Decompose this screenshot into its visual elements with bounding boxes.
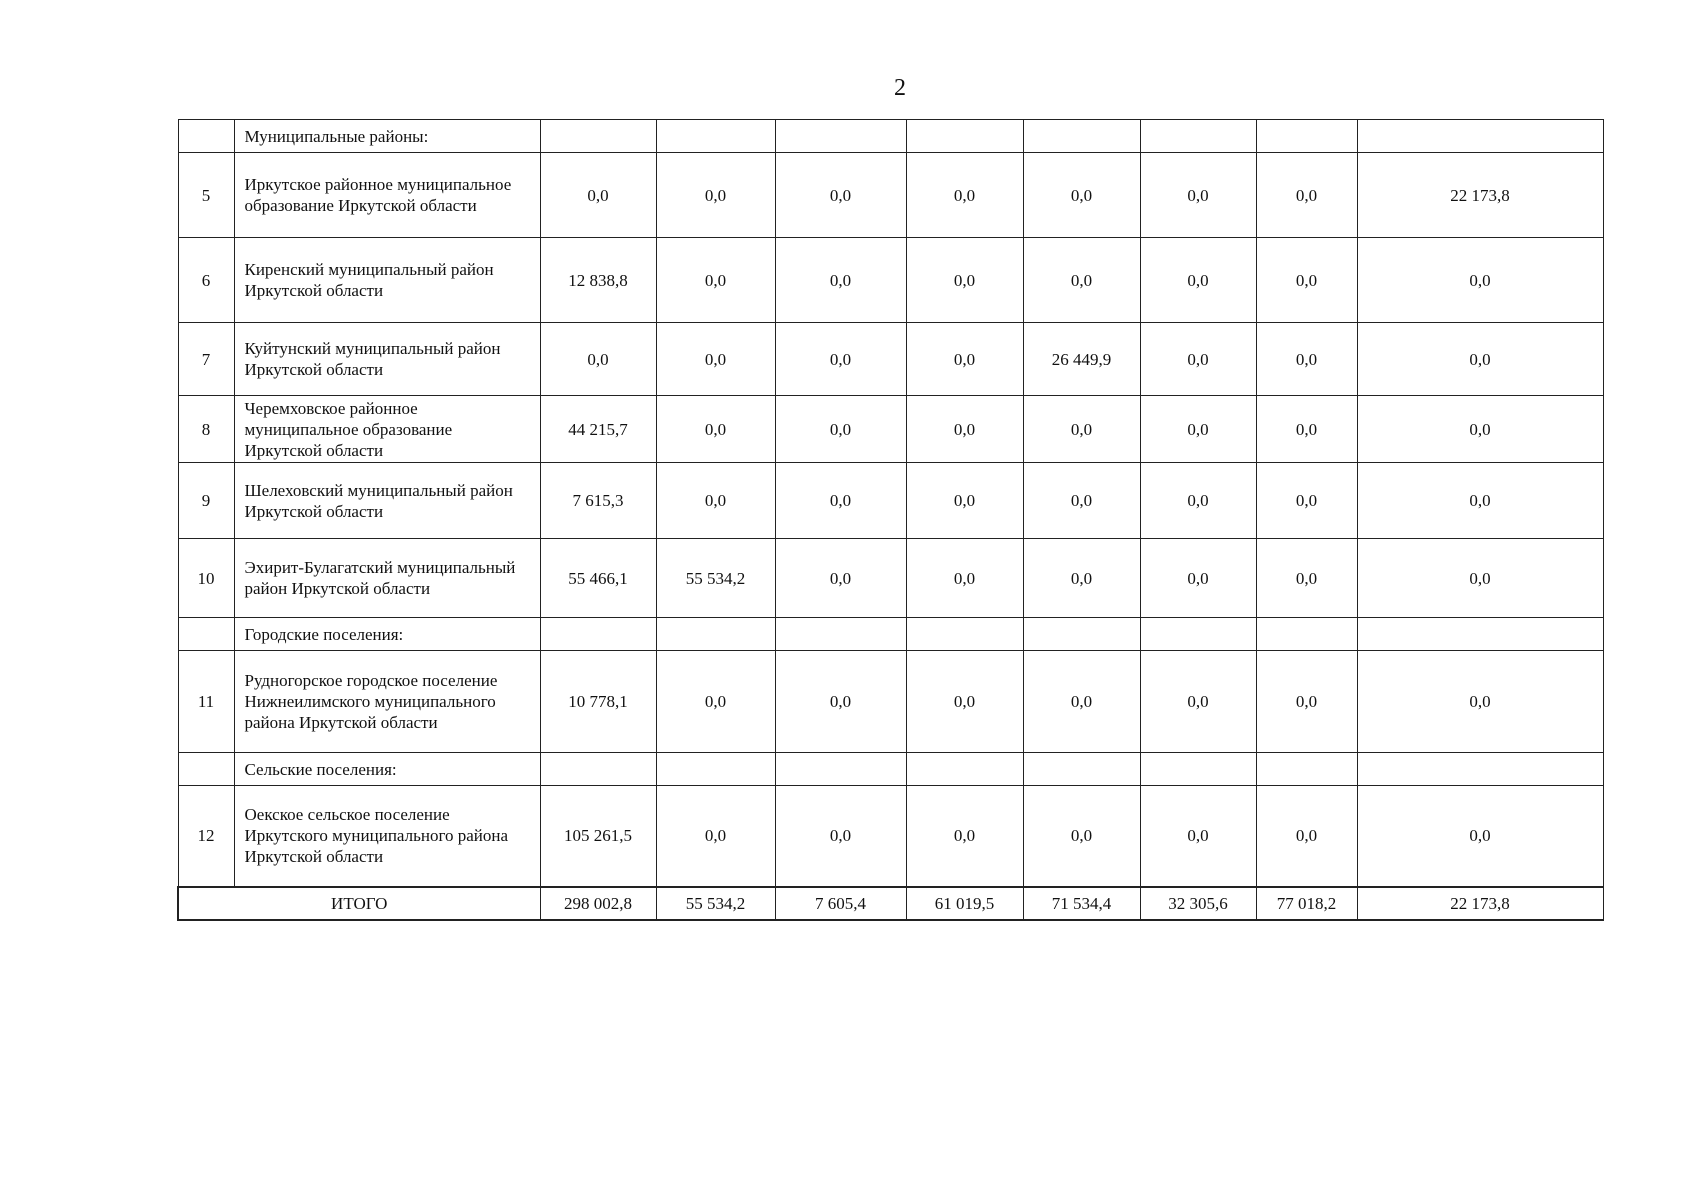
row-value: 55 466,1 [540, 539, 656, 618]
table-row [178, 238, 1603, 323]
row-value: 0,0 [1256, 238, 1357, 323]
row-value: 0,0 [1256, 651, 1357, 753]
row-value: 0,0 [656, 153, 775, 238]
empty-cell [1256, 618, 1357, 651]
empty-cell [656, 618, 775, 651]
row-value: 0,0 [775, 153, 906, 238]
row-value: 105 261,5 [540, 786, 656, 887]
row-value: 0,0 [1140, 396, 1256, 463]
row-number: 12 [178, 786, 234, 887]
row-value: 0,0 [656, 396, 775, 463]
section-label-urban-settlements: Городские поселения: [234, 618, 540, 651]
allocation-table [177, 119, 1604, 921]
row-value: 0,0 [1357, 323, 1603, 396]
row-value: 0,0 [1256, 323, 1357, 396]
empty-cell [1023, 120, 1140, 153]
row-value: 0,0 [906, 238, 1023, 323]
row-value: 44 215,7 [540, 396, 656, 463]
row-value: 0,0 [775, 539, 906, 618]
empty-cell [1140, 753, 1256, 786]
empty-cell [656, 120, 775, 153]
total-value: 7 605,4 [775, 887, 906, 920]
empty-cell [1357, 753, 1603, 786]
empty-cell [1140, 618, 1256, 651]
empty-cell [1357, 618, 1603, 651]
table-row [178, 786, 1603, 887]
empty-cell [775, 618, 906, 651]
empty-cell [178, 120, 234, 153]
row-value: 0,0 [1140, 539, 1256, 618]
row-value: 0,0 [775, 463, 906, 539]
row-value: 0,0 [775, 323, 906, 396]
total-value: 22 173,8 [1357, 887, 1603, 920]
row-value: 0,0 [1140, 153, 1256, 238]
total-value: 77 018,2 [1256, 887, 1357, 920]
row-value: 0,0 [1256, 539, 1357, 618]
row-value: 0,0 [1357, 539, 1603, 618]
empty-cell [1023, 753, 1140, 786]
table-row [178, 396, 1603, 463]
row-value: 0,0 [906, 786, 1023, 887]
section-row [178, 753, 1603, 786]
row-value: 0,0 [1357, 396, 1603, 463]
empty-cell [1023, 618, 1140, 651]
row-value: 0,0 [1023, 651, 1140, 753]
row-value: 0,0 [1023, 539, 1140, 618]
row-number: 6 [178, 238, 234, 323]
row-number: 9 [178, 463, 234, 539]
row-value: 0,0 [1023, 153, 1140, 238]
row-name: Киренский муниципальный район Иркутской области [234, 238, 540, 323]
total-value: 32 305,6 [1140, 887, 1256, 920]
section-label-rural-settlements: Сельские поселения: [234, 753, 540, 786]
row-value: 0,0 [1357, 786, 1603, 887]
row-value: 10 778,1 [540, 651, 656, 753]
row-value: 0,0 [1023, 463, 1140, 539]
row-value: 0,0 [1140, 651, 1256, 753]
row-value: 0,0 [540, 323, 656, 396]
row-number: 11 [178, 651, 234, 753]
row-value: 0,0 [906, 153, 1023, 238]
row-value: 12 838,8 [540, 238, 656, 323]
empty-cell [906, 120, 1023, 153]
row-value: 0,0 [775, 651, 906, 753]
row-name: Куйтунский муниципальный район Иркутской области [234, 323, 540, 396]
empty-cell [906, 618, 1023, 651]
empty-cell [1256, 753, 1357, 786]
empty-cell [540, 120, 656, 153]
table-row [178, 323, 1603, 396]
row-value: 0,0 [1256, 786, 1357, 887]
total-value: 71 534,4 [1023, 887, 1140, 920]
row-value: 0,0 [1023, 238, 1140, 323]
row-value: 0,0 [775, 238, 906, 323]
empty-cell [540, 753, 656, 786]
row-value: 7 615,3 [540, 463, 656, 539]
row-number: 7 [178, 323, 234, 396]
row-value: 0,0 [1023, 786, 1140, 887]
row-value: 0,0 [540, 153, 656, 238]
row-value: 0,0 [906, 396, 1023, 463]
row-value: 0,0 [1023, 396, 1140, 463]
table-row [178, 463, 1603, 539]
row-value: 0,0 [656, 323, 775, 396]
empty-cell [906, 753, 1023, 786]
row-value: 26 449,9 [1023, 323, 1140, 396]
row-value: 0,0 [656, 651, 775, 753]
row-value: 0,0 [906, 323, 1023, 396]
empty-cell [1357, 120, 1603, 153]
section-row [178, 618, 1603, 651]
empty-cell [775, 753, 906, 786]
total-value: 298 002,8 [540, 887, 656, 920]
empty-cell [540, 618, 656, 651]
empty-cell [775, 120, 906, 153]
row-name: Черемховское районное муниципальное образование Иркутской области [234, 396, 540, 463]
row-value: 0,0 [1357, 651, 1603, 753]
row-value: 0,0 [1256, 463, 1357, 539]
row-name: Иркутское районное муниципальное образование Иркутской области [234, 153, 540, 238]
row-value: 0,0 [656, 463, 775, 539]
row-number: 5 [178, 153, 234, 238]
table-row [178, 539, 1603, 618]
row-number: 8 [178, 396, 234, 463]
empty-cell [1140, 120, 1256, 153]
section-label-municipal-districts: Муниципальные районы: [234, 120, 540, 153]
row-value: 0,0 [775, 786, 906, 887]
row-value: 0,0 [656, 238, 775, 323]
row-value: 0,0 [1256, 396, 1357, 463]
page-number: 2 [894, 75, 906, 101]
row-name: Оекское сельское поселение Иркутского муниципального района Иркутской области [234, 786, 540, 887]
row-value: 0,0 [906, 651, 1023, 753]
total-value: 55 534,2 [656, 887, 775, 920]
empty-cell [178, 753, 234, 786]
total-row [178, 887, 1603, 920]
row-value: 0,0 [1140, 323, 1256, 396]
table-row [178, 153, 1603, 238]
total-label: ИТОГО [178, 887, 540, 920]
row-name: Шелеховский муниципальный район Иркутской области [234, 463, 540, 539]
row-value: 0,0 [1357, 238, 1603, 323]
row-value: 0,0 [906, 539, 1023, 618]
row-value: 22 173,8 [1357, 153, 1603, 238]
row-value: 0,0 [775, 396, 906, 463]
empty-cell [178, 618, 234, 651]
section-row [178, 120, 1603, 153]
row-value: 55 534,2 [656, 539, 775, 618]
row-value: 0,0 [656, 786, 775, 887]
row-number: 10 [178, 539, 234, 618]
empty-cell [1256, 120, 1357, 153]
row-value: 0,0 [906, 463, 1023, 539]
row-value: 0,0 [1357, 463, 1603, 539]
row-value: 0,0 [1140, 463, 1256, 539]
table-row [178, 651, 1603, 753]
row-value: 0,0 [1140, 786, 1256, 887]
row-value: 0,0 [1256, 153, 1357, 238]
row-name: Эхирит-Булагатский муниципальный район Иркутской области [234, 539, 540, 618]
empty-cell [656, 753, 775, 786]
row-name: Рудногорское городское поселение Нижнеилимского муниципального района Иркутской области [234, 651, 540, 753]
total-value: 61 019,5 [906, 887, 1023, 920]
row-value: 0,0 [1140, 238, 1256, 323]
